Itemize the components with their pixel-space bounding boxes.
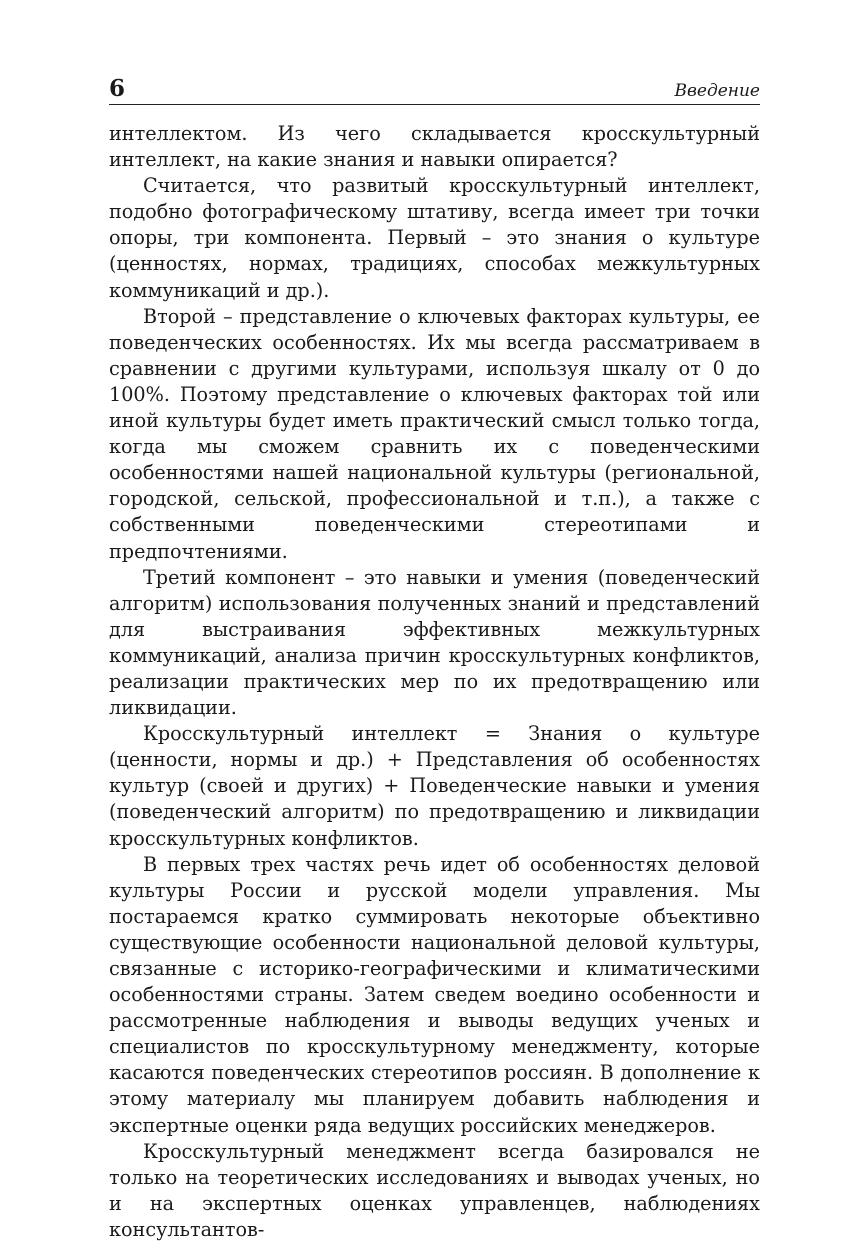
paragraph-last: Кросскультурный менеджмент всегда базировался не только на теоретических исследованиях и выводах ученых, но и на экспертных оценках управленцев, наблюдениях консультантов- <box>109 1139 760 1241</box>
body-text <box>109 121 760 1243</box>
running-head <box>109 72 760 105</box>
paragraph: Второй – представление о ключевых факторах культуры, ее поведенческих особенностях. Их мы всегда рассматриваем в сравнении с другими культурами, используя шкалу от 0 до 100%. Поэтому представление о ключевых факторах той или иной культуры будет иметь практический смысл только тогда, когда мы сможем сравнить их с поведенческими особенностями нашей национальной культуры (региональной, городской, сельской, профессиональной и т.п.), а также с собственными поведенческими стереотипами и предпочтениями. <box>109 304 760 563</box>
section-title: Введение <box>674 81 760 101</box>
paragraph: В первых трех частях речь идет об особенностях деловой культуры России и русской модели управления. Мы постараемся кратко суммировать некоторые объективно существующие особенности национальной деловой культуры, связанные с историко-географическими и климатическими особенностями страны. Затем сведем воедино особенности и рассмотренные наблюдения и выводы ведущих ученых и специалистов по кросскультурному менеджменту, которые касаются поведенческих стереотипов россиян. В дополнение к этому материалу мы планируем добавить наблюдения и экспертные оценки ряда ведущих российских менеджеров. <box>109 852 760 1137</box>
paragraph: Считается, что развитый кросскультурный интеллект, подобно фотографическому штативу, всегда имеет три точки опоры, три компонента. Первый – это знания о культуре (ценностях, нормах, традициях, способах межкультурных коммуникаций и др.). <box>109 174 760 302</box>
paragraph-formula: Кросскультурный интеллект = Знания о культуре (ценности, нормы и др.) + Представления об особенностях культур (своей и других) + Поведенческие навыки и умения (поведенческий алгоритм) по предотвращению и ликвидации кросскультурных конфликтов. <box>109 722 760 850</box>
page-number: 6 <box>109 75 126 102</box>
paragraph: Третий компонент – это навыки и умения (поведенческий алгоритм) использования полученных знаний и представлений для выстраивания эффективных межкультурных коммуникаций, анализа причин кросскультурных конфликтов, реализации практических мер по их предотвращению или ликвидации. <box>109 565 760 720</box>
paragraph-continuation: интеллектом. Из чего складывается кросскультурный интеллект, на какие знания и навыки опирается? <box>109 122 760 172</box>
book-page <box>109 72 760 1243</box>
